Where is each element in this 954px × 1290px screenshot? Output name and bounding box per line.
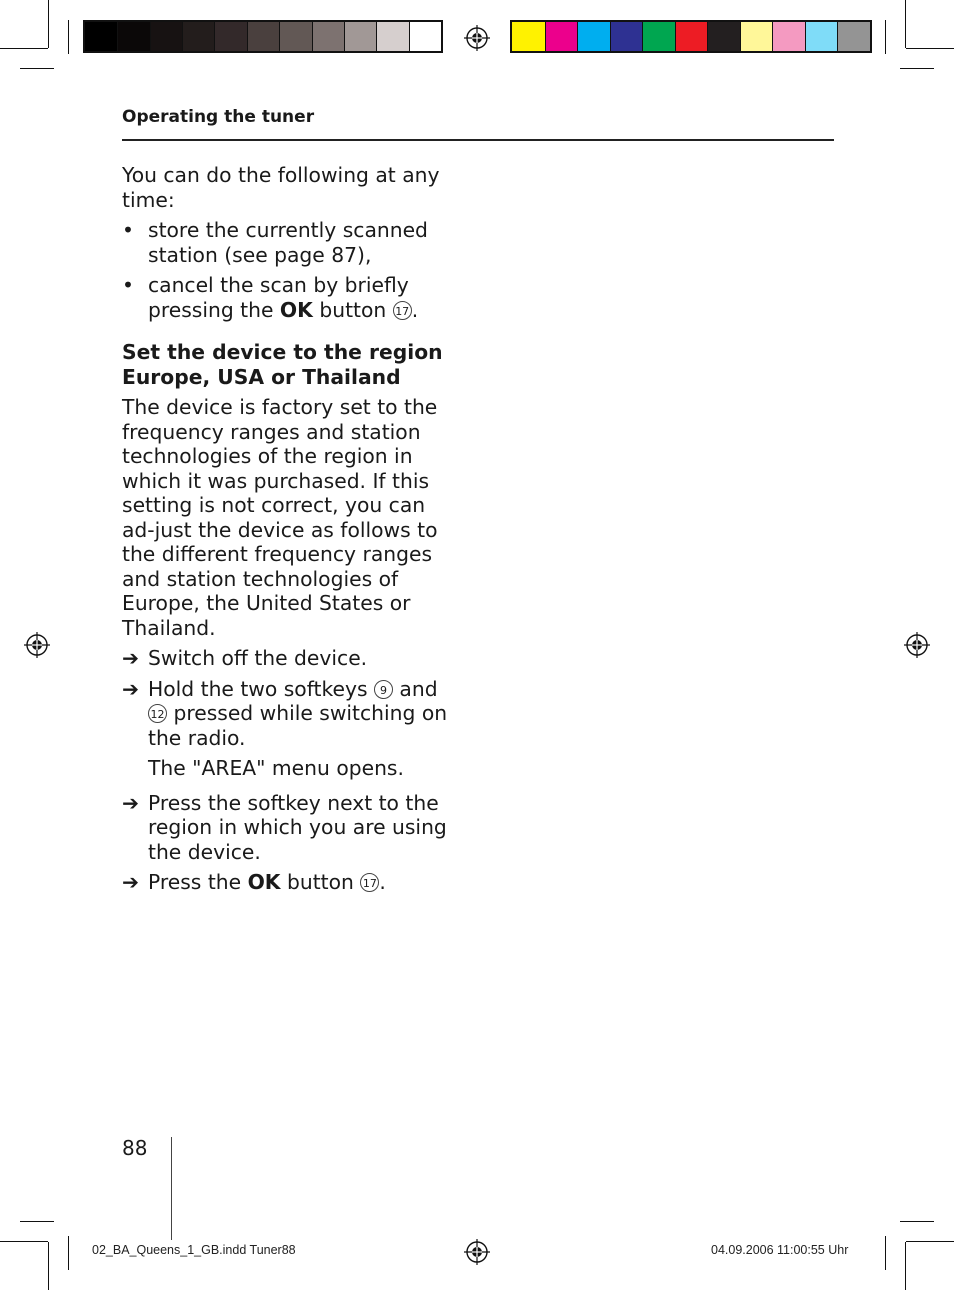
main-content [122,163,462,895]
crop-mark [885,1236,886,1270]
color-swatch [805,22,838,51]
crop-mark [900,68,934,69]
crop-mark [900,1221,934,1222]
intro-text: You can do the following at any time: [122,163,440,212]
reference-number-icon: 17 [360,873,379,892]
color-swatch [577,22,610,51]
crop-mark [68,1236,69,1270]
bullet-item: • cancel the scan by briefly pressing the OK button 17 . [122,273,462,322]
date-slug: 04.09.2006 11:00:55 Uhr [711,1243,849,1257]
bullet-item: • store the currently scanned station (see page 87), [122,218,462,267]
reference-number-icon: 12 [148,704,167,723]
color-swatch [772,22,805,51]
color-swatch [182,22,214,51]
color-swatch [837,22,870,51]
step-item: ➔ Switch off the device. [122,646,368,670]
crop-mark [20,1221,54,1222]
grayscale-calibration-bar [83,20,443,53]
color-swatch [675,22,708,51]
arrow-right-icon: ➔ [122,646,139,670]
color-swatch [545,22,578,51]
color-swatch [409,22,441,51]
page-number: 88 [122,1136,148,1160]
section-heading: Set the device to the region Europe, USA or Thailand [122,340,443,389]
color-swatch [344,22,376,51]
registration-mark-icon [904,632,930,658]
reference-number-icon: 17 [393,301,412,320]
color-swatch [512,22,545,51]
crop-mark [48,0,49,48]
registration-mark-icon [24,632,50,658]
arrow-right-icon: ➔ [122,676,139,701]
ok-button-label: OK [247,870,281,894]
step-result: The "AREA" menu opens. [148,756,404,780]
step-item: ➔ Press the softkey next to the region in which you are using the device. [122,790,447,864]
crop-mark [905,1242,906,1290]
color-swatch [117,22,149,51]
color-swatch [85,22,117,51]
crop-mark [906,1241,954,1242]
color-swatch [214,22,246,51]
color-swatch [247,22,279,51]
registration-mark-icon [464,25,490,51]
color-swatch [376,22,408,51]
registration-mark-icon [464,1239,490,1265]
color-swatch [707,22,740,51]
color-swatch [312,22,344,51]
ok-button-label: OK [279,297,313,322]
step-item: ➔ Press the OK button 17 . [122,870,386,894]
arrow-right-icon: ➔ [122,870,139,894]
color-calibration-bar [510,20,872,53]
section-header: Operating the tuner [122,107,315,127]
crop-mark [885,20,886,54]
body-paragraph: The device is factory set to the frequency ranges and station technologies of the region in which it was purchased. If this setting is not correct, you can ad-just the device as follows to the different frequency ranges and station technologies of Europe, the United States or Thailand. [122,395,438,640]
crop-mark [20,68,54,69]
crop-mark [68,20,69,54]
crop-mark [906,48,954,49]
file-slug: 02_BA_Queens_1_GB.indd Tuner88 [92,1243,296,1257]
step-item: ➔ Hold the two softkeys 9 and 12 pressed while switching on the radio. [122,676,448,750]
color-swatch [642,22,675,51]
crop-mark [0,1241,48,1242]
page-number-divider [171,1137,172,1240]
color-swatch [279,22,311,51]
crop-mark [0,48,48,49]
color-swatch [150,22,182,51]
header-rule [122,139,834,141]
color-swatch [740,22,773,51]
reference-number-icon: 9 [374,680,393,699]
arrow-right-icon: ➔ [122,790,139,815]
color-swatch [610,22,643,51]
crop-mark [905,0,906,48]
crop-mark [48,1242,49,1290]
